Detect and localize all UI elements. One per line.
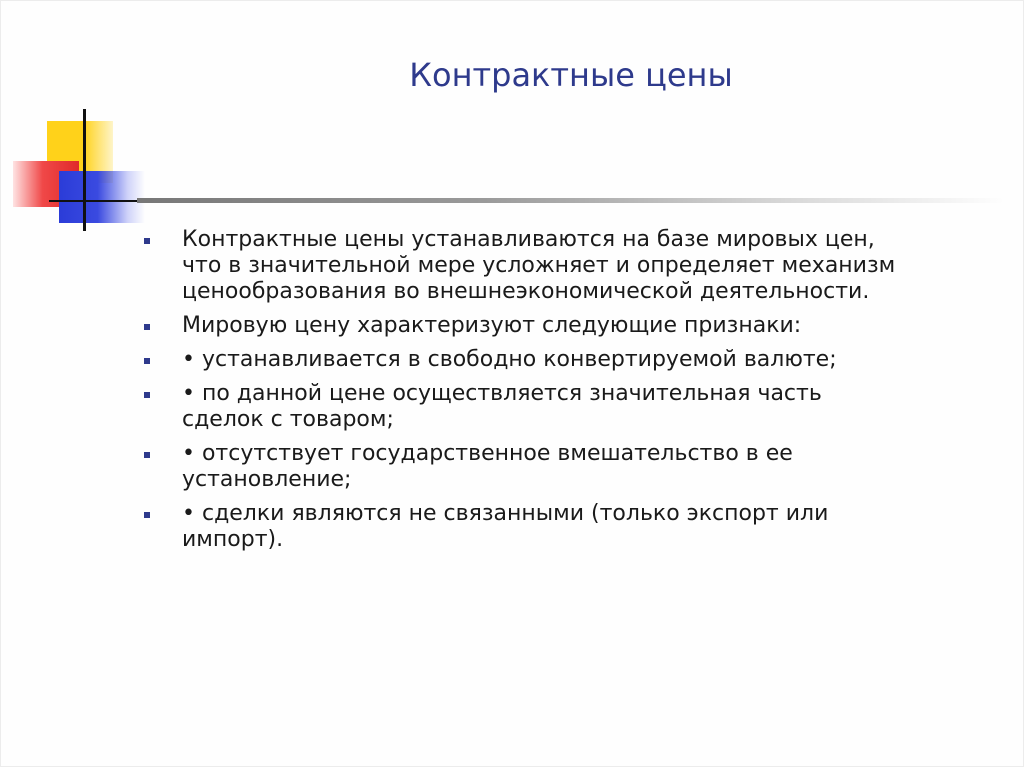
square-bullet-icon bbox=[144, 238, 150, 244]
title-divider bbox=[137, 198, 1005, 203]
bullet-item bbox=[141, 501, 1001, 553]
square-bullet-icon bbox=[144, 512, 150, 518]
bullet-line: • устанавливается в свободно конвертируемой валюте; bbox=[182, 347, 837, 372]
bullet-line: • отсутствует государственное вмешательство в ее bbox=[182, 441, 793, 466]
bullet-line: ценообразования во внешнеэкономической деятельности. bbox=[182, 279, 870, 304]
bullet-item bbox=[141, 381, 1001, 433]
bullet-line: • по данной цене осуществляется значительная часть bbox=[182, 381, 822, 406]
square-bullet-icon bbox=[144, 452, 150, 458]
bullet-item bbox=[141, 441, 1001, 493]
bullet-item bbox=[141, 313, 1001, 339]
bullet-line: Контрактные цены устанавливаются на базе мировых цен, bbox=[182, 227, 875, 252]
bullet-line: импорт). bbox=[182, 527, 284, 552]
slide-title: Контрактные цены bbox=[409, 56, 733, 94]
bullet-line: • сделки являются не связанными (только экспорт или bbox=[182, 501, 829, 526]
bullet-item bbox=[141, 347, 1001, 373]
bullet-line: установление; bbox=[182, 467, 352, 492]
square-bullet-icon bbox=[144, 324, 150, 330]
bullet-line: сделок с товаром; bbox=[182, 407, 394, 432]
bullet-line: что в значительной мере усложняет и определяет механизм bbox=[182, 253, 896, 278]
decor-vertical-line bbox=[83, 109, 86, 231]
bullet-list bbox=[141, 227, 1001, 561]
bullet-item bbox=[141, 227, 1001, 305]
decor-blue-square bbox=[59, 171, 145, 223]
bullet-line: Мировую цену характеризуют следующие признаки: bbox=[182, 313, 802, 338]
square-bullet-icon bbox=[144, 392, 150, 398]
square-bullet-icon bbox=[144, 358, 150, 364]
